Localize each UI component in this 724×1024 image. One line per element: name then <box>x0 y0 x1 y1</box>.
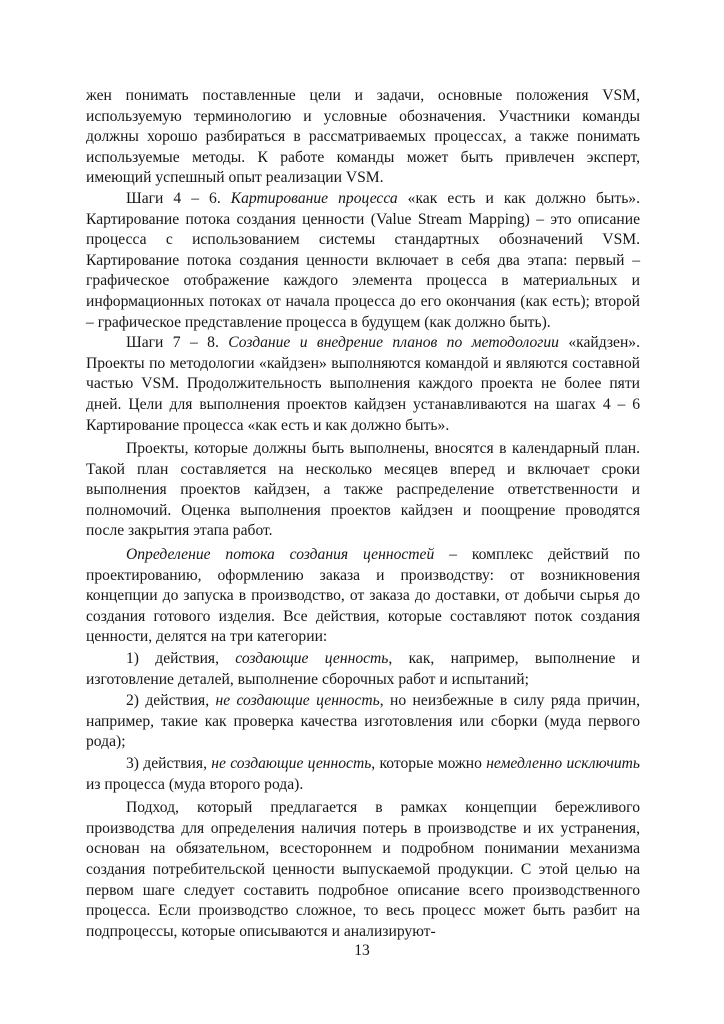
paragraph-steps-7-8: Шаги 7 – 8. Создание и внедрение планов по методологии «кайдзен». Проекты по методологии «кайдзен» выполняются командой и являются составной частью VSM. Продолжительность выполнения каждого проекта не более пяти дней. Цели для выполнения проектов кайдзен устанавливаются на шагах 4 – 6 Картирование процесса «как есть и как должно быть». <box>86 334 640 434</box>
list-item-1: 1) действия, создающие ценность, как, например, выполнение и изготовление деталей, выполнение сборочных работ и испытаний; <box>86 650 640 688</box>
list-item-2: 2) действия, не создающие ценность, но неизбежные в силу ряда причин, например, такие как проверка качества изготовления или сборки (муда первого рода); <box>86 692 640 751</box>
emphasis-value-stream-definition: Определение потока создания ценностей <box>126 546 435 564</box>
paragraph-calendar-plan: Проекты, которые должны быть выполнены, вносятся в календарный план. Такой план составляется на несколько месяцев вперед и включает сроки выполнения проектов кайдзен, а также распределение ответственности и полномочий. Оценка выполнения проектов кайдзен и поощрение проводятся после закрытия этапа работ. <box>86 440 640 540</box>
paragraph-lean-approach: Подход, который предлагается в рамках концепции бережливого производства для определения наличия потерь в производстве и их устранения, основан на обязательном, всестороннем и подробном понимании механизма создания потребительской ценности выпускаемой продукции. С этой целью на первом шаге следует составить подробное описание всего производственного процесса. Если производство сложное, то весь процесс может быть разбит на подпроцессы, которые описываются и анализируют- <box>86 799 640 940</box>
emphasis-non-value-creating: не создающие ценность <box>215 692 380 710</box>
emphasis-value-creating: создающие ценность <box>235 650 389 668</box>
paragraph-value-stream-definition: Определение потока создания ценностей – комплекс действий по проектированию, оформлению заказа и производству: от возникновения концепции до запуска в производство, от заказа до доставки, от добычи сырья до создания готового изделия. Все действия, которые составляют поток создания ценности, делятся на три категории: <box>86 546 640 646</box>
emphasis-kaizen-plans: Создание и внедрение планов по методологии <box>228 334 559 352</box>
emphasis-non-value-creating: не создающие ценность <box>211 755 372 772</box>
list-item-3: 3) действия, не создающие ценность, которые можно немедленно исключить из процесса (муда второго рода). <box>86 755 640 793</box>
paragraph-team-intro: жен понимать поставленные цели и задачи, основные положения VSM, используемую терминологию и условные обозначения. Участники команды должны хорошо разбираться в рассматриваемых процессах, а также понимать используемые методы. К работе команды может быть привлечен эксперт, имеющий успешный опыт реализации VSM. <box>86 87 640 187</box>
paragraph-steps-4-6: Шаги 4 – 6. Картирование процесса «как есть и как должно быть». Картирование потока создания ценности (Value Stream Mapping) – это описание процесса с использованием системы стандартных обозначений VSM. Картирование потока создания ценности включает в себя два этапа: первый – графическое отображение каждого элемента процесса в материальных и информационных потоках от начала процесса до его окончания (как есть); второй – графическое представление процесса в будущем (как должно быть). <box>86 189 641 331</box>
emphasis-eliminate-immediately: немедленно исключить <box>486 755 640 772</box>
body-text <box>86 86 640 942</box>
emphasis-process-mapping: Картирование процесса <box>230 189 398 207</box>
page-number: 13 <box>354 942 370 959</box>
